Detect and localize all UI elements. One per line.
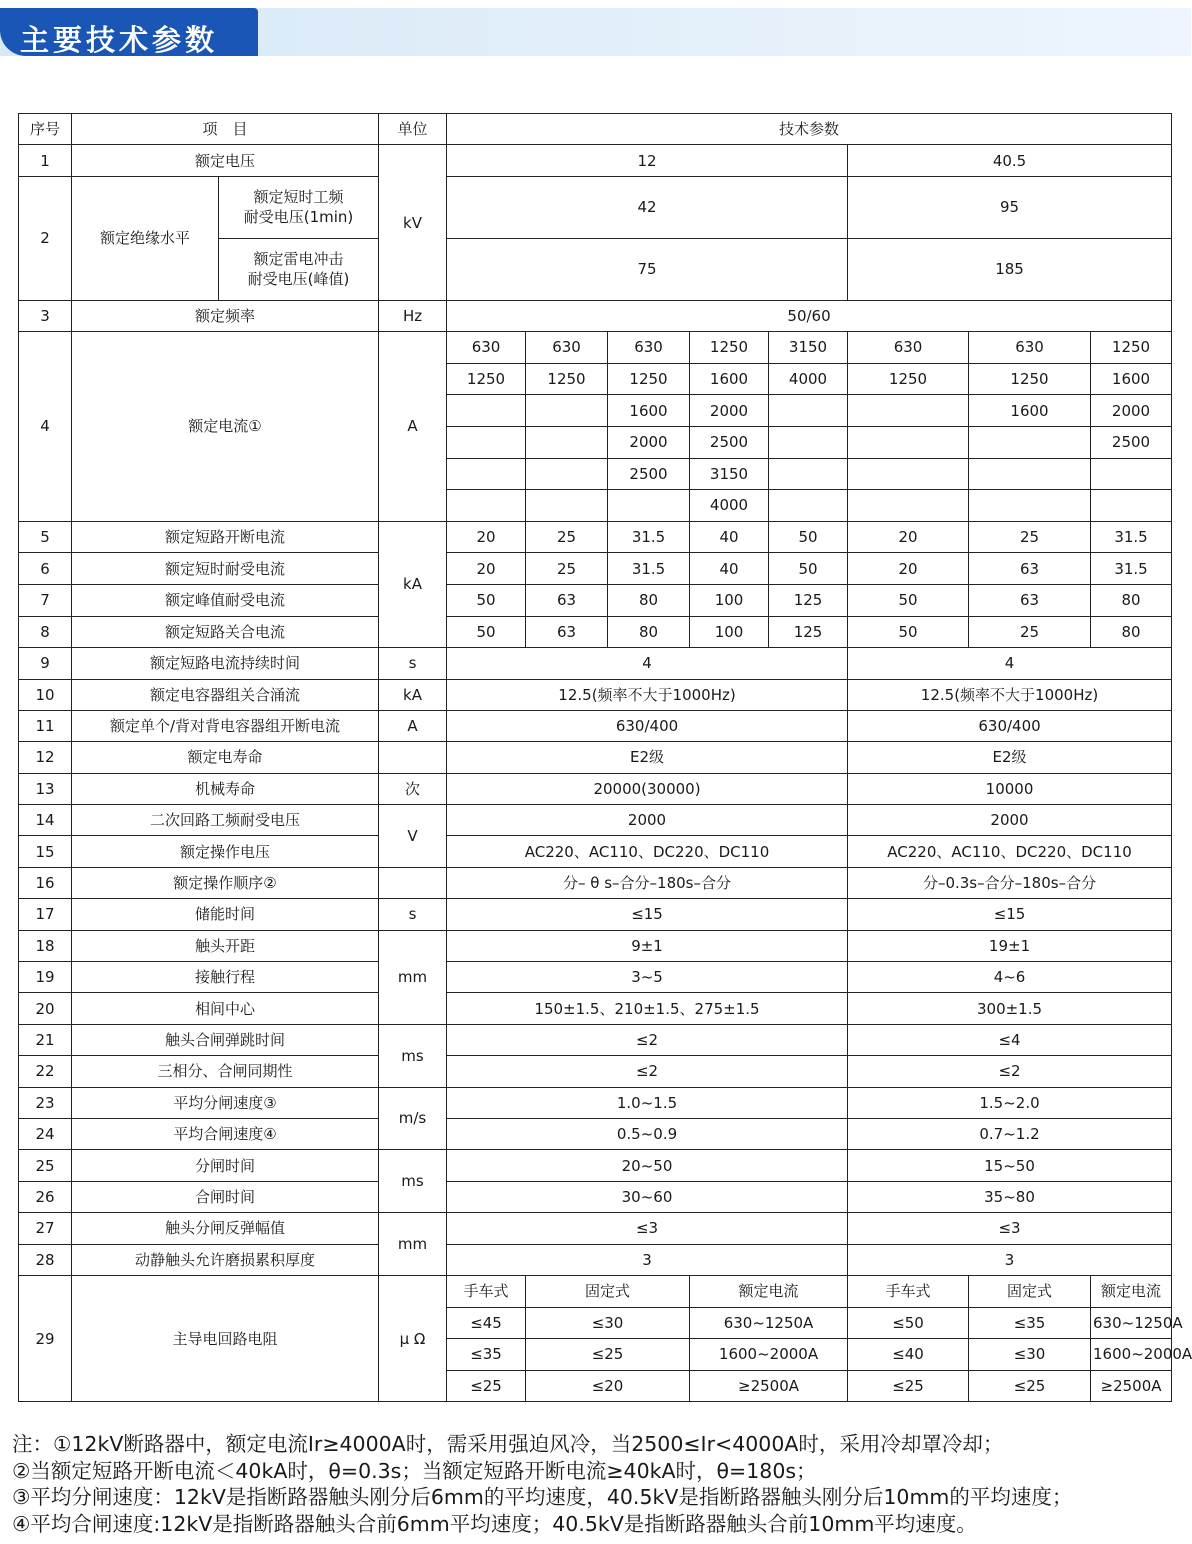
current-value — [769, 458, 848, 490]
value-40kv: 19±1 — [848, 930, 1172, 961]
row-no: 28 — [19, 1244, 72, 1275]
table-row — [19, 836, 1172, 867]
resistance-header: 手车式 — [848, 1275, 969, 1307]
current-value: 2000 — [608, 426, 690, 458]
current-value: 63 — [969, 584, 1091, 616]
value-40kv: 630/400 — [848, 710, 1172, 741]
current-value: 25 — [526, 521, 608, 553]
header-no: 序号 — [19, 114, 72, 145]
current-value: 50 — [769, 553, 848, 585]
current-value — [1091, 458, 1172, 490]
row-item: 平均分闸速度③ — [72, 1087, 379, 1118]
value-40kv: 4 — [848, 648, 1172, 679]
current-value: 80 — [608, 584, 690, 616]
value-12kv: 12.5(频率不大于1000Hz) — [447, 679, 848, 710]
value-40kv: 0.7~1.2 — [848, 1118, 1172, 1149]
value-40kv: ≤3 — [848, 1213, 1172, 1244]
resistance-header: 额定电流 — [690, 1275, 848, 1307]
current-value: 50 — [447, 616, 526, 648]
cell-text-line: 额定短时工频 — [253, 188, 344, 207]
table-row — [19, 867, 1172, 898]
current-value: 1600 — [1091, 363, 1172, 395]
resistance-value: 1600~2000A — [690, 1339, 848, 1371]
row-item: 平均合闸速度④ — [72, 1118, 379, 1149]
current-value — [769, 395, 848, 427]
value-40kv: 12.5(频率不大于1000Hz) — [848, 679, 1172, 710]
row-unit: μ Ω — [379, 1275, 447, 1401]
current-value: 1250 — [447, 363, 526, 395]
value-40kv: 1.5~2.0 — [848, 1087, 1172, 1118]
current-value: 630 — [526, 332, 608, 364]
header-item: 项 目 — [72, 114, 379, 145]
current-value: 20 — [447, 521, 526, 553]
row-unit: V — [379, 805, 447, 868]
current-value: 50 — [769, 521, 848, 553]
table-row — [19, 521, 1172, 553]
current-value — [769, 426, 848, 458]
row-no: 8 — [19, 616, 72, 648]
table-row — [19, 300, 1172, 331]
current-value: 2000 — [690, 395, 769, 427]
value-12kv: ≤3 — [447, 1213, 848, 1244]
row-no: 27 — [19, 1213, 72, 1244]
row-no: 21 — [19, 1024, 72, 1055]
row-unit: ms — [379, 1024, 447, 1087]
row-item: 额定电压 — [72, 145, 379, 176]
resistance-value: ≤45 — [447, 1307, 526, 1339]
current-value: 40 — [690, 553, 769, 585]
page-title: 主要技术参数 — [20, 23, 219, 57]
row-item: 三相分、合闸同期性 — [72, 1056, 379, 1087]
row-no: 19 — [19, 962, 72, 993]
resistance-value: 630~1250A — [690, 1307, 848, 1339]
row-no: 23 — [19, 1087, 72, 1118]
resistance-value: ≤30 — [969, 1339, 1091, 1371]
value-12kv: 42 — [447, 176, 848, 238]
row-unit: mm — [379, 930, 447, 1024]
current-value — [969, 458, 1091, 490]
row-unit: kA — [379, 679, 447, 710]
current-value: 1600 — [969, 395, 1091, 427]
resistance-value: ≤20 — [526, 1370, 690, 1402]
sub-item — [219, 176, 379, 238]
note-line: 注：①12kV断路器中，额定电流Ir≥4000A时，需采用强迫风冷，当2500≤Ir<4000A时，采用冷却罩冷却； — [12, 1432, 1004, 1456]
table-row — [19, 1024, 1172, 1055]
table-row — [19, 679, 1172, 710]
current-value: 63 — [526, 616, 608, 648]
notes — [12, 1431, 1191, 1537]
row-no: 10 — [19, 679, 72, 710]
current-value: 20 — [848, 553, 969, 585]
table-row — [19, 1150, 1172, 1181]
current-value: 25 — [969, 616, 1091, 648]
current-value: 80 — [608, 616, 690, 648]
resistance-value: ≥2500A — [690, 1370, 848, 1402]
value-12kv: 20~50 — [447, 1150, 848, 1181]
resistance-value: ≤50 — [848, 1307, 969, 1339]
resistance-value: ≤25 — [526, 1339, 690, 1371]
value-12kv: ≤2 — [447, 1024, 848, 1055]
row-unit: A — [379, 332, 447, 522]
value-12kv: 20000(30000) — [447, 773, 848, 804]
current-value: 63 — [526, 584, 608, 616]
current-value: 630 — [848, 332, 969, 364]
resistance-header: 额定电流 — [1091, 1275, 1172, 1307]
resistance-value: ≤25 — [848, 1370, 969, 1402]
resistance-value: ≤25 — [969, 1370, 1091, 1402]
current-value — [769, 490, 848, 522]
current-value: 2500 — [608, 458, 690, 490]
resistance-value: ≤30 — [526, 1307, 690, 1339]
resistance-value: ≤40 — [848, 1339, 969, 1371]
current-value — [848, 458, 969, 490]
table-row — [19, 1244, 1172, 1275]
table-row — [19, 553, 1172, 585]
row-no: 7 — [19, 584, 72, 616]
row-no: 14 — [19, 805, 72, 836]
value-12kv: 分– θ s–合分–180s–合分 — [447, 867, 848, 898]
current-value: 50 — [447, 584, 526, 616]
row-item: 动静触头允许磨损累积厚度 — [72, 1244, 379, 1275]
table-row — [19, 145, 1172, 176]
row-item: 触头开距 — [72, 930, 379, 961]
value-40kv: 15~50 — [848, 1150, 1172, 1181]
row-unit: 次 — [379, 773, 447, 804]
row-unit: kA — [379, 521, 447, 647]
table-row — [19, 1213, 1172, 1244]
sub-item — [219, 238, 379, 300]
value-40kv: ≤4 — [848, 1024, 1172, 1055]
row-unit: A — [379, 710, 447, 741]
current-value: 31.5 — [608, 553, 690, 585]
value-12kv: ≤2 — [447, 1056, 848, 1087]
row-no: 18 — [19, 930, 72, 961]
resistance-value: 630~1250A — [1091, 1307, 1172, 1339]
current-value — [526, 426, 608, 458]
row-no: 20 — [19, 993, 72, 1024]
value-12kv: 150±1.5、210±1.5、275±1.5 — [447, 993, 848, 1024]
current-value — [969, 490, 1091, 522]
table-row — [19, 332, 1172, 364]
row-no: 6 — [19, 553, 72, 585]
row-no: 16 — [19, 867, 72, 898]
row-item: 额定操作电压 — [72, 836, 379, 867]
table-row — [19, 742, 1172, 773]
row-no: 5 — [19, 521, 72, 553]
value-40kv: E2级 — [848, 742, 1172, 773]
current-value: 80 — [1091, 616, 1172, 648]
current-value: 100 — [690, 616, 769, 648]
current-value: 1250 — [1091, 332, 1172, 364]
current-value: 20 — [848, 521, 969, 553]
row-no: 13 — [19, 773, 72, 804]
value-12kv: 75 — [447, 238, 848, 300]
current-value: 25 — [526, 553, 608, 585]
row-item: 储能时间 — [72, 899, 379, 930]
value-40kv: ≤2 — [848, 1056, 1172, 1087]
value-12kv: AC220、AC110、DC220、DC110 — [447, 836, 848, 867]
row-unit: m/s — [379, 1087, 447, 1150]
current-value — [526, 395, 608, 427]
resistance-header: 固定式 — [526, 1275, 690, 1307]
row-unit — [379, 867, 447, 898]
current-value: 50 — [848, 584, 969, 616]
table-row — [19, 1118, 1172, 1149]
row-unit: kV — [379, 145, 447, 300]
value-12kv: E2级 — [447, 742, 848, 773]
value-40kv: 4~6 — [848, 962, 1172, 993]
table-row — [19, 899, 1172, 930]
row-item: 触头合闸弹跳时间 — [72, 1024, 379, 1055]
row-item: 额定短时耐受电流 — [72, 553, 379, 585]
row-item: 主导电回路电阻 — [72, 1275, 379, 1401]
value-40kv: 3 — [848, 1244, 1172, 1275]
current-value — [447, 395, 526, 427]
current-value — [526, 458, 608, 490]
current-value — [1091, 490, 1172, 522]
value-40kv: AC220、AC110、DC220、DC110 — [848, 836, 1172, 867]
row-no: 17 — [19, 899, 72, 930]
row-item: 额定电流① — [72, 332, 379, 522]
current-value: 2500 — [690, 426, 769, 458]
row-unit: ms — [379, 1150, 447, 1213]
table-row — [19, 773, 1172, 804]
value-12kv: 3 — [447, 1244, 848, 1275]
row-item: 机械寿命 — [72, 773, 379, 804]
value-12kv: ≤15 — [447, 899, 848, 930]
current-value — [848, 395, 969, 427]
row-item: 分闸时间 — [72, 1150, 379, 1181]
table-row — [19, 648, 1172, 679]
table-row — [19, 1181, 1172, 1212]
row-no: 24 — [19, 1118, 72, 1149]
current-value: 1250 — [608, 363, 690, 395]
resistance-header: 固定式 — [969, 1275, 1091, 1307]
table-row — [19, 616, 1172, 648]
row-item: 额定频率 — [72, 300, 379, 331]
table-row — [19, 176, 1172, 238]
resistance-value: 1600~2000A — [1091, 1339, 1172, 1371]
row-no: 25 — [19, 1150, 72, 1181]
value-40kv: 分–0.3s–合分–180s–合分 — [848, 867, 1172, 898]
value-40kv: 95 — [848, 176, 1172, 238]
row-item: 额定短路开断电流 — [72, 521, 379, 553]
current-value: 3150 — [690, 458, 769, 490]
header-tab — [0, 8, 258, 56]
current-value: 1250 — [526, 363, 608, 395]
value-12kv: 0.5~0.9 — [447, 1118, 848, 1149]
cell-text-line: 额定雷电冲击 — [253, 250, 344, 269]
current-value: 630 — [969, 332, 1091, 364]
current-value: 31.5 — [1091, 553, 1172, 585]
row-item: 额定单个/背对背电容器组开断电流 — [72, 710, 379, 741]
resistance-value: ≤35 — [447, 1339, 526, 1371]
current-value: 31.5 — [1091, 521, 1172, 553]
row-item: 合闸时间 — [72, 1181, 379, 1212]
table-row — [19, 1275, 1172, 1307]
current-value: 1250 — [969, 363, 1091, 395]
table-row — [19, 584, 1172, 616]
value-40kv: 40.5 — [848, 145, 1172, 176]
current-value: 630 — [447, 332, 526, 364]
current-value: 630 — [608, 332, 690, 364]
cell-text-line: 耐受电压(1min) — [243, 208, 354, 227]
current-value — [848, 490, 969, 522]
row-unit: s — [379, 899, 447, 930]
current-value: 1250 — [690, 332, 769, 364]
table-row — [19, 930, 1172, 961]
row-no: 9 — [19, 648, 72, 679]
current-value: 2000 — [1091, 395, 1172, 427]
row-unit: mm — [379, 1213, 447, 1276]
value-all: 50/60 — [447, 300, 1172, 331]
value-40kv: ≤15 — [848, 899, 1172, 930]
current-value: 80 — [1091, 584, 1172, 616]
row-item: 额定操作顺序② — [72, 867, 379, 898]
resistance-value: ≤25 — [447, 1370, 526, 1402]
value-12kv: 12 — [447, 145, 848, 176]
value-40kv: 35~80 — [848, 1181, 1172, 1212]
row-no: 3 — [19, 300, 72, 331]
value-12kv: 4 — [447, 648, 848, 679]
current-value: 125 — [769, 584, 848, 616]
cell-text-line: 耐受电压(峰值) — [247, 270, 350, 289]
row-item: 额定电寿命 — [72, 742, 379, 773]
row-item: 触头分闸反弹幅值 — [72, 1213, 379, 1244]
current-value: 20 — [447, 553, 526, 585]
resistance-value: ≤35 — [969, 1307, 1091, 1339]
resistance-value: ≥2500A — [1091, 1370, 1172, 1402]
current-value — [848, 426, 969, 458]
current-value — [447, 458, 526, 490]
row-no: 22 — [19, 1056, 72, 1087]
current-value: 1250 — [848, 363, 969, 395]
row-item: 二次回路工频耐受电压 — [72, 805, 379, 836]
current-value: 31.5 — [608, 521, 690, 553]
row-unit: s — [379, 648, 447, 679]
header-params: 技术参数 — [447, 114, 1172, 145]
note-line: ④平均合闸速度:12kV是指断路器触头合前6mm平均速度；40.5kV是指断路器触头合前10mm平均速度。 — [12, 1511, 977, 1536]
value-40kv: 300±1.5 — [848, 993, 1172, 1024]
current-value — [447, 490, 526, 522]
current-value — [969, 426, 1091, 458]
current-value: 4000 — [769, 363, 848, 395]
table-row — [19, 962, 1172, 993]
value-12kv: 1.0~1.5 — [447, 1087, 848, 1118]
current-value: 63 — [969, 553, 1091, 585]
current-value — [608, 490, 690, 522]
current-value: 25 — [969, 521, 1091, 553]
current-value: 40 — [690, 521, 769, 553]
current-value: 125 — [769, 616, 848, 648]
row-no: 1 — [19, 145, 72, 176]
row-item: 相间中心 — [72, 993, 379, 1024]
note-line: ③平均分闸速度：12kV是指断路器触头刚分后6mm的平均速度，40.5kV是指断路器触头刚分后10mm的平均速度； — [12, 1485, 1073, 1509]
table-row — [19, 1056, 1172, 1087]
value-12kv: 630/400 — [447, 710, 848, 741]
value-12kv: 2000 — [447, 805, 848, 836]
current-value — [526, 490, 608, 522]
row-unit — [379, 742, 447, 773]
row-no: 4 — [19, 332, 72, 522]
current-value: 3150 — [769, 332, 848, 364]
resistance-header: 手车式 — [447, 1275, 526, 1307]
current-value: 1600 — [690, 363, 769, 395]
current-value — [447, 426, 526, 458]
row-no: 2 — [19, 176, 72, 300]
table-row — [19, 114, 1172, 145]
current-value: 50 — [848, 616, 969, 648]
row-item: 额定短路关合电流 — [72, 616, 379, 648]
row-no: 29 — [19, 1275, 72, 1401]
value-40kv: 10000 — [848, 773, 1172, 804]
current-value: 4000 — [690, 490, 769, 522]
row-item: 额定短路电流持续时间 — [72, 648, 379, 679]
value-12kv: 30~60 — [447, 1181, 848, 1212]
header-unit: 单位 — [379, 114, 447, 145]
value-12kv: 3~5 — [447, 962, 848, 993]
note-line: ②当额定短路开断电流＜40kA时，θ=0.3s；当额定短路开断电流≥40kA时，θ=180s； — [12, 1458, 817, 1483]
spec-table — [18, 113, 1192, 1402]
row-no: 11 — [19, 710, 72, 741]
row-item: 接触行程 — [72, 962, 379, 993]
row-item: 额定电容器组关合涌流 — [72, 679, 379, 710]
table-row — [19, 993, 1172, 1024]
row-no: 12 — [19, 742, 72, 773]
table-row — [19, 710, 1172, 741]
table-row — [19, 805, 1172, 836]
table-row — [19, 1087, 1172, 1118]
value-40kv: 2000 — [848, 805, 1172, 836]
row-item: 额定绝缘水平 — [72, 176, 219, 300]
row-no: 15 — [19, 836, 72, 867]
row-unit: Hz — [379, 300, 447, 331]
current-value: 1600 — [608, 395, 690, 427]
current-value: 100 — [690, 584, 769, 616]
value-12kv: 9±1 — [447, 930, 848, 961]
row-item: 额定峰值耐受电流 — [72, 584, 379, 616]
current-value: 2500 — [1091, 426, 1172, 458]
row-no: 26 — [19, 1181, 72, 1212]
value-40kv: 185 — [848, 238, 1172, 300]
